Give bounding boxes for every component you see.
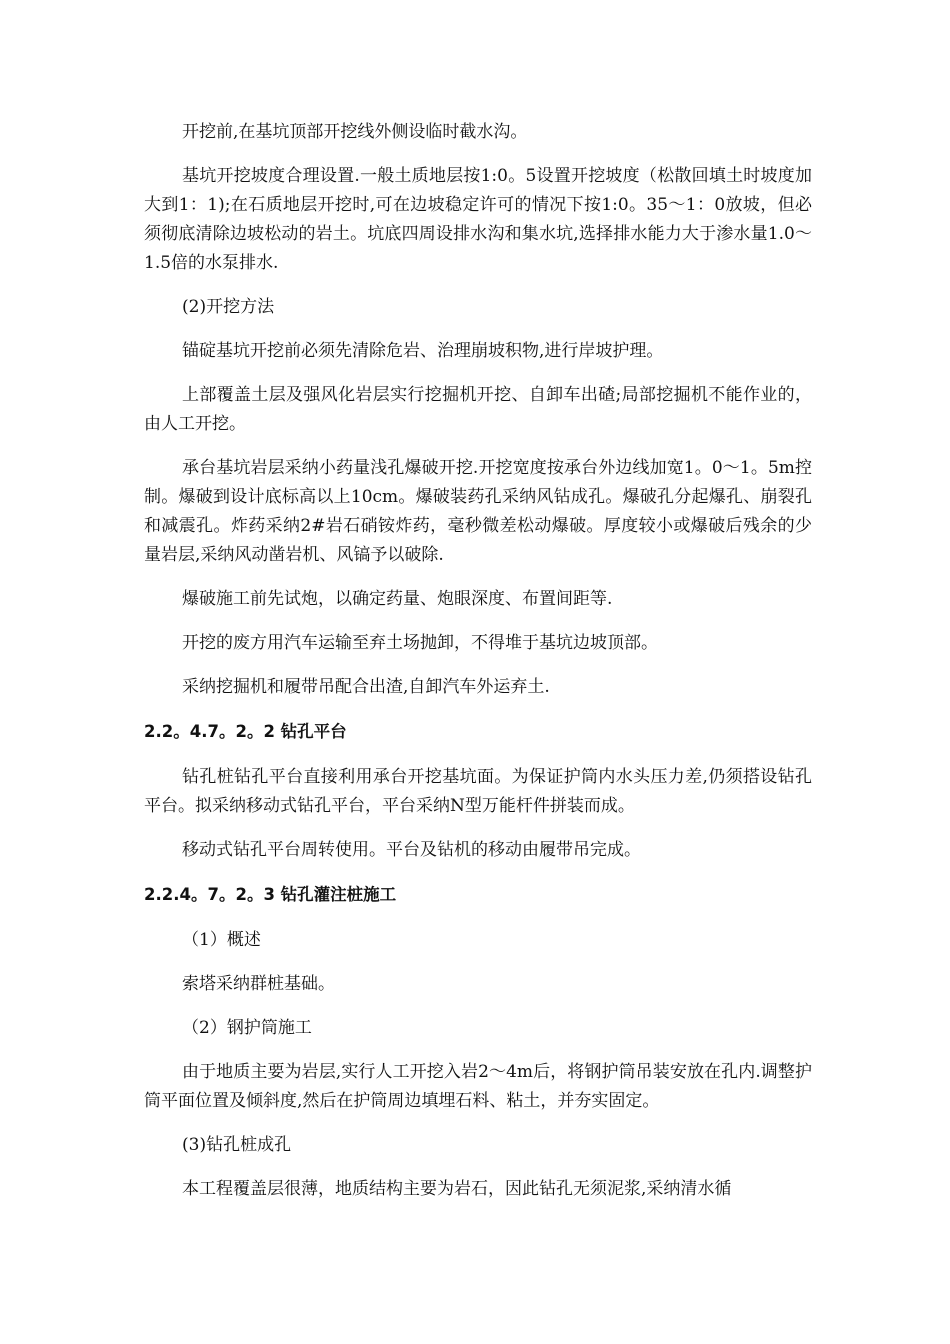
- paragraph-pile-boring: 本工程覆盖层很薄，地质结构主要为岩石，因此钻孔无须泥浆,采纳清水循: [182, 1179, 732, 1199]
- paragraph-upper-layer-excavation: 上部覆盖土层及强风化岩层实行挖掘机开挖、自卸车出碴;局部挖掘机不能作业的，由人工开挖。: [144, 385, 812, 434]
- paragraph-mobile-platform: 移动式钻孔平台周转使用。平台及钻机的移动由履带吊完成。: [182, 840, 641, 860]
- section-heading-bored-pile: 2.2.4。7。2。3 钻孔灌注桩施工: [144, 885, 397, 904]
- paragraph-slope-settings: 基坑开挖坡度合理设置.一般土质地层按1:0。5设置开挖坡度（松散回填土时坡度加大到1：1);在石质地层开挖时,可在边坡稳定许可的情况下按1:0。35～1：0放坡，但必须彻底清除边坡松动的岩土。坑底四周设排水沟和集水坑,选择排水能力大于渗水量1.0～1.5倍的水泵排水.: [144, 166, 812, 273]
- paragraph-spoil-transport: 开挖的废方用汽车运输至弃土场抛卸，不得堆于基坑边坡顶部。: [182, 633, 658, 653]
- paragraph-muck-removal: 采纳挖掘机和履带吊配合出渣,自卸汽车外运弃土.: [182, 677, 550, 697]
- paragraph-pile-group: 索塔采纳群桩基础。: [182, 974, 335, 994]
- paragraph-drilling-platform: 钻孔桩钻孔平台直接利用承台开挖基坑面。为保证护筒内水头压力差,仍须搭设钻孔平台。拟采纳移动式钻孔平台，平台采纳N型万能杆件拼装而成。: [144, 767, 812, 816]
- paragraph-blasting-excavation: 承台基坑岩层采纳小药量浅孔爆破开挖.开挖宽度按承台外边线加宽1。0～1。5m控制。爆破到设计底标高以上10cm。爆破装药孔采纳风钻成孔。爆破孔分起爆孔、崩裂孔和减震孔。炸药采纳2#岩石硝铵炸药，毫秒微差松动爆破。厚度较小或爆破后残余的少量岩层,采纳风动凿岩机、风镐予以破除.: [144, 458, 812, 565]
- section-heading-drilling-platform: 2.2。4.7。2。2 钻孔平台: [144, 722, 347, 741]
- paragraph-excavation-method-label: (2)开挖方法: [182, 297, 275, 317]
- document-body: [144, 118, 812, 1204]
- paragraph-intercepting-ditch: 开挖前,在基坑顶部开挖线外侧设临时截水沟。: [182, 122, 528, 142]
- paragraph-steel-casing-label: （2）钢护筒施工: [182, 1018, 312, 1038]
- paragraph-trial-blast: 爆破施工前先试炮，以确定药量、炮眼深度、布置间距等.: [182, 589, 613, 609]
- paragraph-steel-casing: 由于地质主要为岩层,实行人工开挖入岩2～4m后，将钢护筒吊装安放在孔内.调整护筒平面位置及倾斜度,然后在护筒周边填埋石料、粘土，并夯实固定。: [144, 1062, 812, 1111]
- paragraph-overview-label: （1）概述: [182, 930, 261, 950]
- paragraph-pile-boring-label: (3)钻孔桩成孔: [182, 1135, 292, 1155]
- paragraph-anchorage-clearing: 锚碇基坑开挖前必须先清除危岩、治理崩坡积物,进行岸坡护理。: [182, 341, 664, 361]
